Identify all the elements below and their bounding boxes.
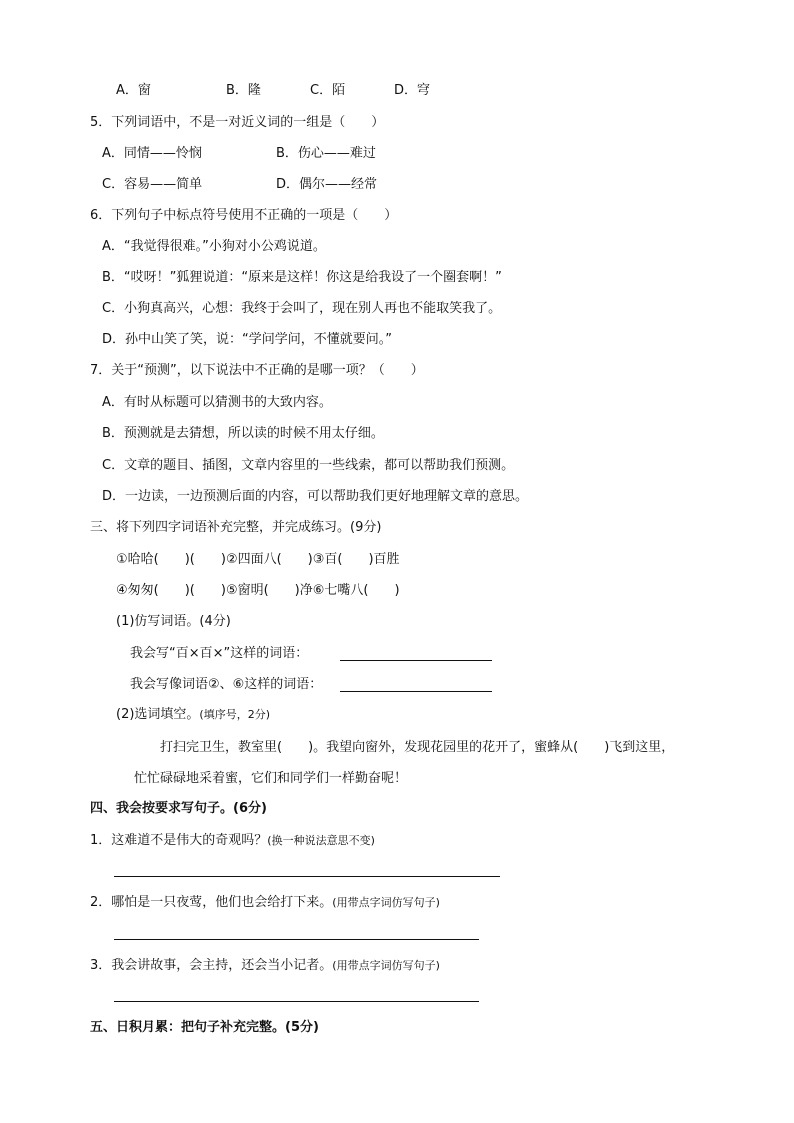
q5-option-c: C．容易——简单: [102, 177, 203, 192]
q5-option-d: D．偶尔——经常: [276, 177, 378, 192]
q7-option-d: D．一边读，一边预测后面的内容，可以帮助我们更好地理解文章的意思。: [102, 489, 529, 504]
section4-item-2-note: (用带点字词仿写句子): [332, 896, 440, 909]
section4-item-1-note: (换一种说法意思不变): [267, 834, 375, 847]
q5-option-b: B．伤心——难过: [276, 146, 376, 161]
q4-option-c: C．陌: [310, 83, 346, 98]
answer-line-item-2[interactable]: [114, 939, 479, 940]
section4-item-2-text: 2．哪怕是一只夜莺，他们也会给打下来。: [90, 895, 333, 910]
section4-title: 四、我会按要求写句子。(6分): [90, 801, 267, 816]
section3-paragraph-line2: 忙忙碌碌地采着蜜，它们和同学们一样勤奋呢！: [134, 771, 408, 786]
q7-stem: 7．关于“预测”，以下说法中不正确的是哪一项？（ ）: [90, 363, 424, 378]
section3-sub1-b: 我会写像词语②、⑥这样的词语：: [130, 677, 323, 692]
section3-sub1-a: 我会写“百×百×”这样的词语：: [130, 646, 309, 661]
section4-item-1-text: 1．这难道不是伟大的奇观吗？: [90, 833, 268, 848]
q7-option-b: B．预测就是去猜想，所以读的时候不用太仔细。: [102, 426, 384, 441]
q6-option-d: D．孙中山笑了笑，说：“学问学问，不懂就要问。”: [102, 332, 392, 347]
q7-option-c: C．文章的题目、插图，文章内容里的一些线索，都可以帮助我们预测。: [102, 458, 515, 473]
section5-title: 五、日积月累：把句子补充完整。(5分): [90, 1020, 319, 1035]
q4-option-b: B．隆: [226, 83, 261, 98]
section3-sub2-label: (2)选词填空。: [116, 707, 200, 722]
answer-line-item-1[interactable]: [114, 876, 500, 877]
section4-item-2: [90, 894, 440, 912]
q5-stem: 5．下列词语中，不是一对近义词的一组是（ ）: [90, 115, 385, 130]
q4-option-d: D．穹: [394, 83, 431, 98]
answer-line-sub1-b[interactable]: [340, 691, 492, 692]
q4-option-a: A．窗: [116, 83, 151, 98]
section4-item-3: [90, 957, 440, 975]
q6-option-a: A．“我觉得很难。”小狗对小公鸡说道。: [102, 239, 326, 254]
section3-sub2: [116, 706, 270, 724]
q6-stem: 6．下列句子中标点符号使用不正确的一项是（ ）: [90, 208, 398, 223]
section3-title: 三、将下列四字词语补充完整，并完成练习。(9分): [90, 520, 382, 535]
section4-item-3-note: (用带点字词仿写句子): [332, 959, 440, 972]
q7-option-a: A．有时从标题可以猜测书的大致内容。: [102, 395, 332, 410]
section3-row1: ①哈哈( )( )②四面八( )③百( )百胜: [116, 552, 400, 567]
q6-option-c: C．小狗真高兴，心想：我终于会叫了，现在别人再也不能取笑我了。: [102, 301, 502, 316]
answer-line-sub1-a[interactable]: [340, 660, 492, 661]
section3-paragraph-line1: 打扫完卫生，教室里( )。我望向窗外，发现花园里的花开了，蜜蜂从( )飞到这里，: [160, 740, 675, 755]
q6-option-b: B．“哎呀！”狐狸说道：“原来是这样！你这是给我设了一个圈套啊！”: [102, 270, 502, 285]
section4-item-3-text: 3．我会讲故事，会主持，还会当小记者。: [90, 958, 333, 973]
section3-sub1: (1)仿写词语。(4分): [116, 614, 231, 629]
answer-line-item-3[interactable]: [114, 1001, 479, 1002]
section4-item-1: [90, 832, 375, 850]
q5-option-a: A．同情——怜悯: [102, 146, 202, 161]
section3-sub2-note: (填序号，2分): [199, 708, 271, 721]
section3-row2: ④匆匆( )( )⑤窗明( )净⑥七嘴八( ): [116, 583, 400, 598]
